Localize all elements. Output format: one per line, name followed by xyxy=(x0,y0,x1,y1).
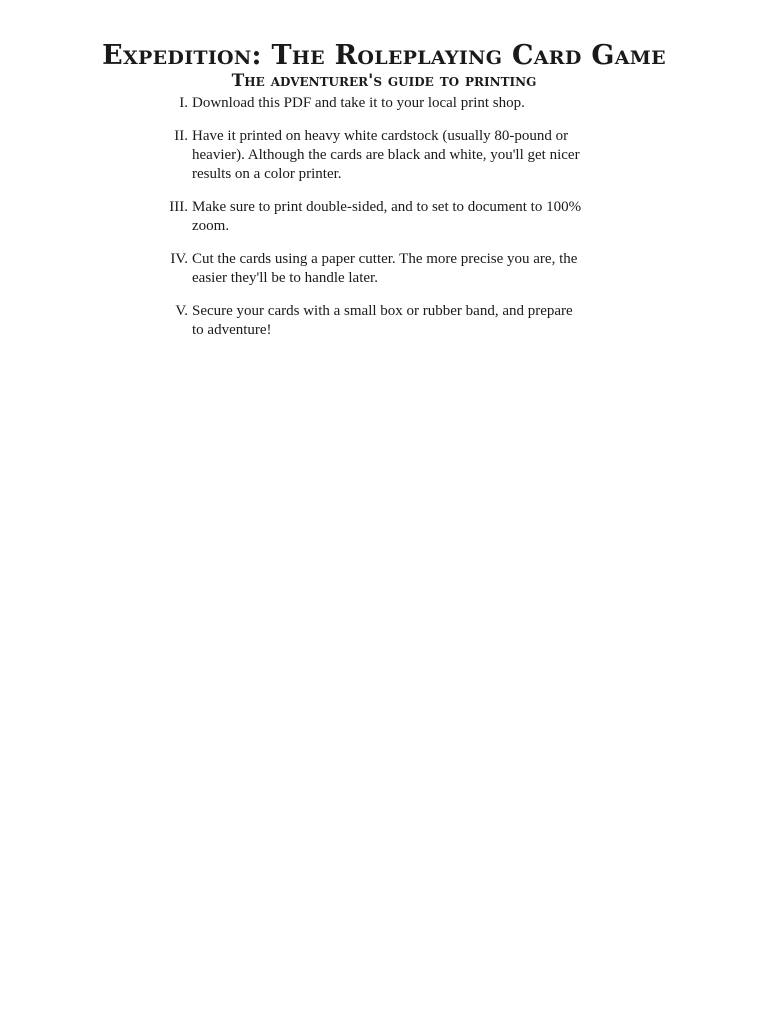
printing-steps-list xyxy=(166,94,586,354)
list-item xyxy=(166,250,586,288)
step-text: Make sure to print double-sided, and to set to document to 100% zoom. xyxy=(192,199,582,234)
step-number: IV. xyxy=(170,251,188,267)
list-item xyxy=(166,94,586,113)
step-text: Have it printed on heavy white cardstock (usually 80-pound or heavier). Although the cards are black and white, you'll get nicer results on a color printer. xyxy=(192,128,580,182)
step-number: V. xyxy=(175,303,188,319)
page-title: Expedition: The Roleplaying Card Game xyxy=(102,40,666,72)
page-subtitle: The adventurer's guide to printing xyxy=(231,71,537,92)
list-item xyxy=(166,198,586,236)
list-item xyxy=(166,127,586,184)
list-item xyxy=(166,302,586,340)
step-number: I. xyxy=(179,95,188,111)
step-text: Download this PDF and take it to your local print shop. xyxy=(192,95,525,111)
step-number: II. xyxy=(174,128,188,144)
step-text: Cut the cards using a paper cutter. The more precise you are, the easier they'll be to handle later. xyxy=(192,251,578,286)
step-text: Secure your cards with a small box or rubber band, and prepare to adventure! xyxy=(192,303,573,338)
step-number: III. xyxy=(169,199,188,215)
